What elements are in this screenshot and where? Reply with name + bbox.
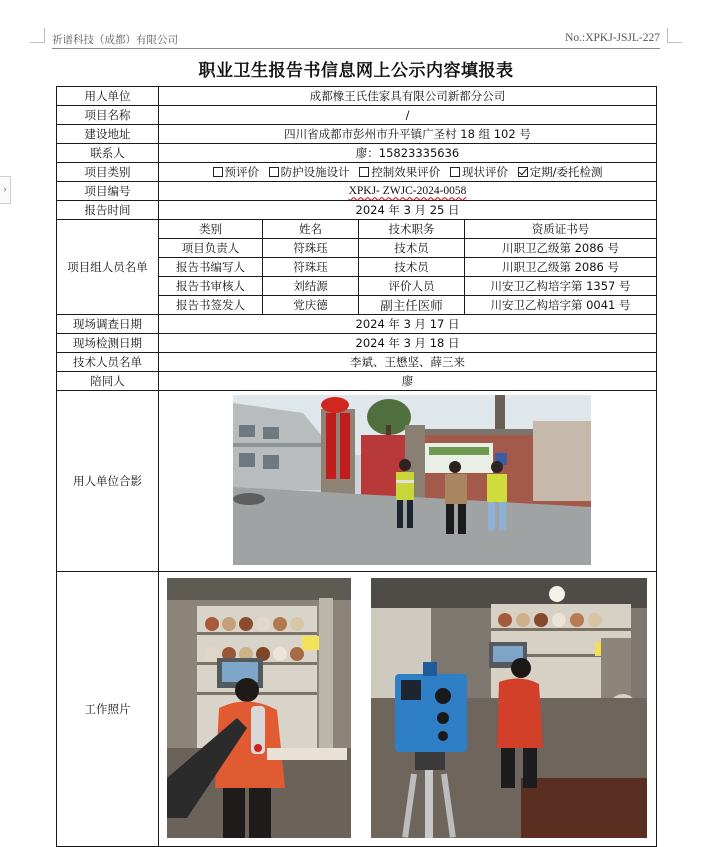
team-header-role: 类别: [159, 220, 263, 239]
row-category: [57, 163, 657, 182]
label-employer: 用人单位: [57, 87, 159, 106]
member-role: 项目负责人: [159, 239, 263, 258]
member-title: 评价人员: [359, 277, 465, 296]
value-address: 四川省成都市彭州市升平镇广圣村 18 组 102 号: [159, 125, 657, 144]
row-contact: [57, 144, 657, 163]
value-survey-date: 2024 年 3 月 17 日: [159, 315, 657, 334]
collapse-handle-icon[interactable]: ›: [0, 176, 11, 204]
header-doc-number: No.:XPKJ-JSJL-227: [565, 32, 660, 44]
checkbox-checked-icon: [518, 167, 528, 177]
value-test-date: 2024 年 3 月 18 日: [159, 334, 657, 353]
page-corner-mark-left: [30, 28, 45, 43]
member-cert: 川职卫乙级第 2086 号: [465, 239, 657, 258]
info-form-table: [56, 86, 657, 847]
member-cert: 川安卫乙构培字第 1357 号: [465, 277, 657, 296]
member-name: 刘结源: [263, 277, 359, 296]
value-project-name: /: [159, 106, 657, 125]
checkbox-option-periodic-testing[interactable]: 定期/委托检测: [518, 164, 603, 181]
value-report-time: 2024 年 3 月 25 日: [159, 201, 657, 220]
checkbox-empty-icon: [359, 167, 369, 177]
group-photo-illustration: [233, 395, 591, 565]
row-employer: [57, 87, 657, 106]
checkbox-empty-icon: [213, 167, 223, 177]
member-title: 技术员: [359, 258, 465, 277]
work-photo-left-illustration: [167, 578, 351, 838]
page-corner-mark-right: [667, 28, 682, 43]
label-survey-date: 现场调查日期: [57, 315, 159, 334]
member-role: 报告书签发人: [159, 296, 263, 315]
label-companion: 陪同人: [57, 372, 159, 391]
row-tech-staff: [57, 353, 657, 372]
checkbox-option-protection-design[interactable]: 防护设施设计: [269, 164, 350, 181]
work-photo-right: [371, 578, 647, 838]
work-photo-right-illustration: [371, 578, 647, 838]
checkbox-option-status-evaluation[interactable]: 现状评价: [450, 164, 508, 181]
label-report-time: 报告时间: [57, 201, 159, 220]
team-header-name: 姓名: [263, 220, 359, 239]
label-category: 项目类别: [57, 163, 159, 182]
label-group-photo: 用人单位合影: [57, 391, 159, 572]
team-header-cert: 资质证书号: [465, 220, 657, 239]
row-survey-date: [57, 315, 657, 334]
value-contact: 廖：15823335636: [159, 144, 657, 163]
checkbox-option-control-effect[interactable]: 控制效果评价: [359, 164, 440, 181]
header-company: 祈谱科技（成都）有限公司: [52, 34, 178, 46]
group-photo-cell: [159, 391, 657, 572]
member-cert: 川安卫乙构培字第 0041 号: [465, 296, 657, 315]
checkbox-empty-icon: [450, 167, 460, 177]
label-team: 项目组人员名单: [57, 220, 159, 315]
work-photos-cell: [159, 572, 657, 847]
member-name: 党庆德: [263, 296, 359, 315]
member-title: 副主任医师: [359, 296, 465, 315]
member-name: 符珠珏: [263, 258, 359, 277]
row-report-time: [57, 201, 657, 220]
value-category: [159, 163, 657, 182]
checkbox-option-pre-evaluation[interactable]: 预评价: [213, 164, 260, 181]
label-project-name: 项目名称: [57, 106, 159, 125]
row-test-date: [57, 334, 657, 353]
label-contact: 联系人: [57, 144, 159, 163]
row-group-photo: [57, 391, 657, 572]
label-project-no: 项目编号: [57, 182, 159, 201]
group-photo-image: [233, 395, 591, 565]
row-project-no: [57, 182, 657, 201]
member-title: 技术员: [359, 239, 465, 258]
row-project-name: [57, 106, 657, 125]
document-header: [52, 32, 660, 49]
member-cert: 川职卫乙级第 2086 号: [465, 258, 657, 277]
label-tech-staff: 技术人员名单: [57, 353, 159, 372]
row-address: [57, 125, 657, 144]
row-work-photos: [57, 572, 657, 847]
value-employer: 成都橡王氏佳家具有限公司新都分公司: [159, 87, 657, 106]
work-photo-left: [167, 578, 351, 838]
member-name: 符珠珏: [263, 239, 359, 258]
member-role: 报告书审核人: [159, 277, 263, 296]
team-header-row: [57, 220, 657, 239]
checkbox-empty-icon: [269, 167, 279, 177]
team-header-title: 技术职务: [359, 220, 465, 239]
label-work-photos: 工作照片: [57, 572, 159, 847]
label-test-date: 现场检测日期: [57, 334, 159, 353]
value-companion: 廖: [159, 372, 657, 391]
value-project-no: XPKJ- ZWJC-2024-0058: [348, 184, 467, 197]
member-role: 报告书编写人: [159, 258, 263, 277]
label-address: 建设地址: [57, 125, 159, 144]
page-title: 职业卫生报告书信息网上公示内容填报表: [198, 61, 514, 81]
value-tech-staff: 李斌、王懋坚、薛三来: [159, 353, 657, 372]
row-companion: [57, 372, 657, 391]
